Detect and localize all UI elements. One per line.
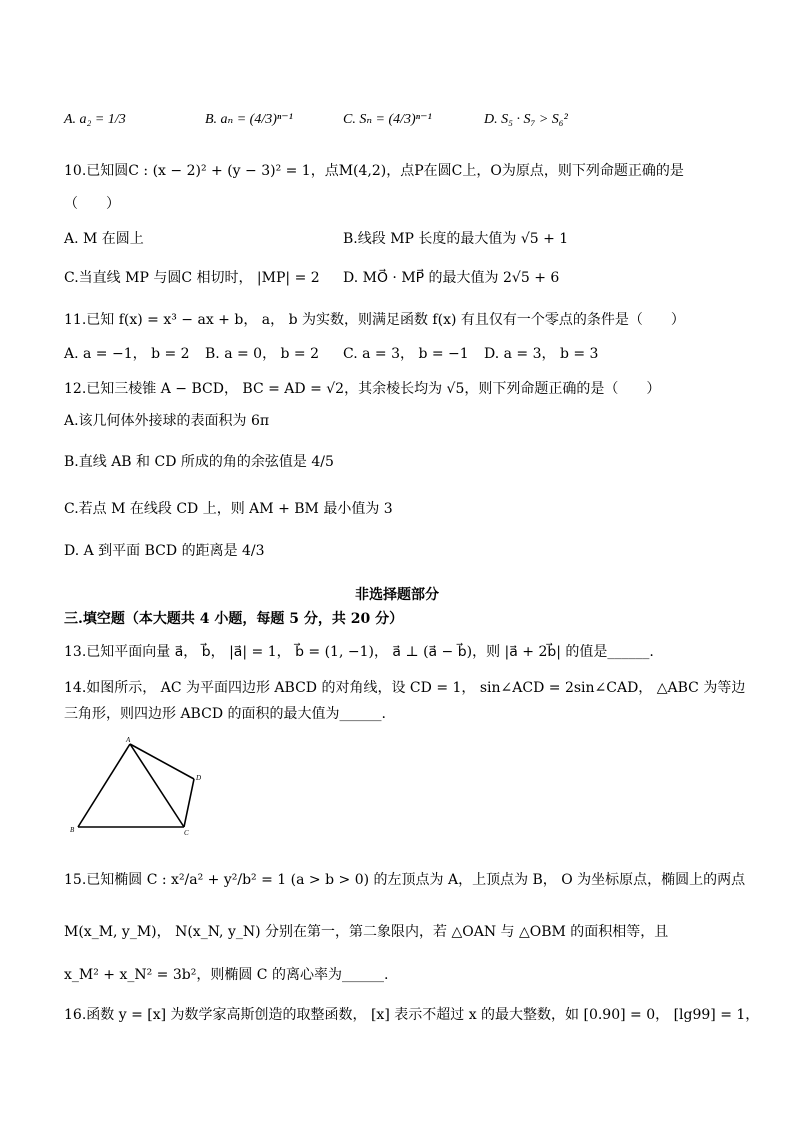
q11-option-d: D. a = 3， b = 3 (484, 346, 599, 362)
q11-option-b: B. a = 0， b = 2 (205, 346, 320, 362)
q10-stem: 10.已知圆C : (x − 2)² + (y − 3)² = 1，点M(4,2)，点P在圆C上，O为原点，则下列命题正确的是 (64, 163, 684, 179)
q9-option-d: D. S₅ · S₇ > S₆² (484, 112, 568, 127)
q14-quadrilateral-figure (68, 734, 218, 844)
q13-text: 13.已知平面向量 a⃗， b⃗， |a⃗| = 1， b⃗ = (1, −1)， a⃗ ⊥ (a⃗ − b⃗)，则 |a⃗ + 2b⃗| 的值是______. (64, 644, 654, 660)
edge-ab (78, 744, 130, 827)
q12-stem: 12.已知三棱锥 A − BCD， BC = AD = √2，其余棱长均为 √5，则下列命题正确的是（ ） (64, 381, 661, 397)
q14-line1: 14.如图所示， AC 为平面四边形 ABCD 的对角线，设 CD = 1， sin∠ACD = 2sin∠CAD， △ABC 为等边 (64, 680, 746, 696)
q10-option-c: C.当直线 MP 与圆C 相切时， |MP| = 2 (64, 270, 320, 286)
edge-dc (184, 779, 194, 827)
q12-option-c: C.若点 M 在线段 CD 上，则 AM + BM 最小值为 3 (64, 501, 393, 517)
q9-option-c: C. Sₙ = (4/3)ⁿ⁻¹ (343, 112, 432, 127)
edge-ac (130, 744, 184, 827)
q10-option-d: D. MO⃗ · MP⃗ 的最大值为 2√5 + 6 (343, 270, 560, 286)
q12-option-a: A.该几何体外接球的表面积为 6π (64, 413, 270, 429)
q16-text: 16.函数 y = [x] 为数学家高斯创造的取整函数， [x] 表示不超过 x 的最大整数，如 [0.90] = 0， [lg99] = 1， (64, 1007, 760, 1023)
q9-option-a: A. a₂ = 1/3 (64, 112, 126, 127)
q11-stem: 11.已知 f(x) = x³ − ax + b， a， b 为实数，则满足函数 f(x) 有且仅有一个零点的条件是（ ） (64, 312, 685, 328)
q10-option-a: A. M 在圆上 (64, 231, 144, 247)
label-d: D (196, 774, 202, 782)
label-b: B (70, 826, 75, 834)
q10-option-b: B.线段 MP 长度的最大值为 √5 + 1 (343, 231, 569, 247)
label-c: C (184, 829, 189, 837)
q9-option-b: B. aₙ = (4/3)ⁿ⁻¹ (205, 112, 293, 127)
q11-option-a: A. a = −1， b = 2 (64, 346, 190, 362)
section-title: 非选择题部分 (355, 587, 439, 603)
q14-line2: 三角形，则四边形 ABCD 的面积的最大值为______. (64, 706, 386, 722)
q10-paren: （ ） (64, 196, 120, 212)
q15-line2: M(x_M, y_M)， N(x_N, y_N) 分别在第一，第二象限内，若 △OAN 与 △OBM 的面积相等，且 (64, 924, 669, 940)
q12-option-b: B.直线 AB 和 CD 所成的角的余弦值是 4/5 (64, 454, 334, 470)
q15-line1: 15.已知椭圆 C : x²/a² + y²/b² = 1 (a > b > 0) 的左顶点为 A，上顶点为 B， O 为坐标原点，椭圆上的两点 (64, 872, 746, 888)
label-a: A (126, 736, 131, 744)
edge-ad (130, 744, 194, 779)
q12-option-d: D. A 到平面 BCD 的距离是 4/3 (64, 543, 265, 559)
q15-line3: x_M² + x_N² = 3b²，则椭圆 C 的离心率为______. (64, 967, 389, 983)
section3-title: 三.填空题（本大题共 4 小题，每题 5 分，共 20 分） (64, 611, 404, 627)
q11-option-c: C. a = 3， b = −1 (343, 346, 469, 362)
